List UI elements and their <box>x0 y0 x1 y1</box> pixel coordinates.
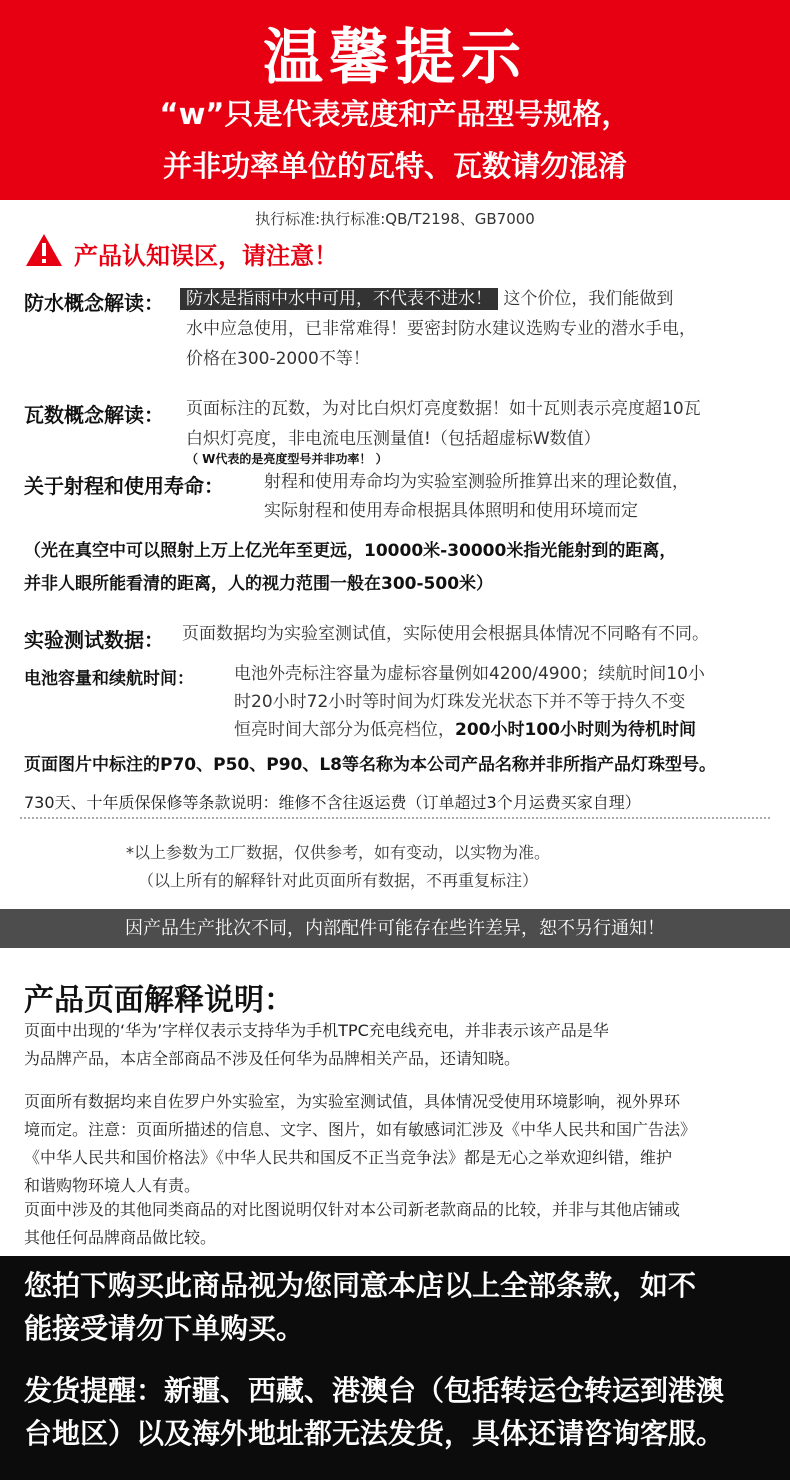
explain-title: 产品页面解释说明： <box>24 983 294 1018</box>
range-line-1: 射程和使用寿命均为实验室测验所推算出来的理论数值， <box>264 472 689 492</box>
waterproof-line-2: 水中应急使用，已非常难得！要密封防水建议选购专业的潜水手电， <box>186 319 696 339</box>
range-label: 关于射程和使用寿命： <box>24 474 224 498</box>
lab-text: 页面数据均为实验室测试值，实际使用会根据具体情况不同略有不同。 <box>182 624 709 644</box>
range-line-2: 实际射程和使用寿命根据具体照明和使用环境而定 <box>264 501 638 521</box>
footer-line-3: 发货提醒：新疆、西藏、港澳台（包括转运仓转运到港澳 <box>24 1374 725 1407</box>
explain-p2-line-4: 和谐购物环境人人有责。 <box>24 1176 201 1195</box>
wattage-line-1: 页面标注的瓦数，为对比白炽灯亮度数据！如十瓦则表示亮度超10瓦 <box>186 399 701 419</box>
battery-line-3-b: 200小时100小时则为待机时间 <box>455 720 696 740</box>
range-bold-1: （光在真空中可以照射上万上亿光年至更远，10000米-30000米指光能射到的距离， <box>24 541 677 561</box>
battery-label: 电池容量和续航时间： <box>24 669 194 689</box>
footer-line-4: 台地区）以及海外地址都无法发货，具体还请咨询客服。 <box>24 1417 725 1450</box>
explain-p2-line-2: 境而定。注意：页面所描述的信息、文字、图片，如有敏感词汇涉及《中华人民共和国广告法》 <box>24 1120 697 1139</box>
footer-line-1: 您拍下购买此商品视为您同意本店以上全部条款，如不 <box>24 1269 697 1302</box>
waterproof-line-1 <box>180 284 673 315</box>
banner-line-1: “w”只是代表亮度和产品型号规格， <box>159 97 631 131</box>
warning-text: 产品认知误区，请注意！ <box>74 242 338 270</box>
warning-triangle-icon <box>24 232 64 268</box>
explain-paragraph-2 <box>24 1088 768 1200</box>
explain-p1-line-1: 页面中出现的‘华为’字样仅表示支持华为手机TPC充电线充电，并非表示该产品是华 <box>24 1021 609 1040</box>
explain-p3-line-1: 页面中涉及的其他同类商品的对比图说明仅针对本公司新老款商品的比较，并非与其他店铺或 <box>24 1200 681 1219</box>
waterproof-label: 防水概念解读： <box>24 291 164 315</box>
waterproof-line-1-rest: 这个价位，我们能做到 <box>503 289 674 309</box>
lab-label: 实验测试数据： <box>24 628 164 652</box>
explain-paragraph-3 <box>24 1196 768 1252</box>
batch-notice-bar: 因产品生产批次不同，内部配件可能存在些许差异，恕不另行通知！ <box>0 909 790 948</box>
battery-line-2: 时20小时72小时等时间为灯珠发光状态下并不等于持久不变 <box>234 692 686 712</box>
explain-paragraph-1 <box>24 1017 768 1073</box>
explain-p2-line-3: 《中华人民共和国价格法》《中华人民共和国反不正当竞争法》都是无心之举欢迎纠错，维护 <box>24 1148 673 1167</box>
banner-title: 温馨提示 <box>263 23 527 93</box>
wattage-note: （ W代表的是亮度型号并非功率！ ） <box>186 452 388 466</box>
waterproof-line-3: 价格在300-2000不等！ <box>186 349 370 369</box>
banner-line-2: 并非功率单位的瓦特、瓦数请勿混淆 <box>162 149 627 183</box>
execution-standard: 执行标准:执行标准:QB/T2198、GB7000 <box>255 210 535 228</box>
factory-note-2: （以上所有的解释针对此页面所有数据，不再重复标注） <box>138 871 539 890</box>
explain-p3-line-2: 其他任何品牌商品做比较。 <box>24 1228 217 1247</box>
dotted-divider <box>20 817 770 819</box>
battery-line-1: 电池外壳标注容量为虚标容量例如4200/4900；续航时间10小 <box>234 664 705 684</box>
factory-note-1: *以上参数为工厂数据，仅供参考，如有变动，以实物为准。 <box>126 843 551 862</box>
range-bold-2: 并非人眼所能看清的距离，人的视力范围一般在300-500米） <box>24 574 494 594</box>
wattage-line-2: 白炽灯亮度，非电流电压测量值!（包括超虚标W数值） <box>186 429 601 449</box>
model-note: 页面图片中标注的P70、P50、P90、L8等名称为本公司产品名称并非所指产品灯珠型号。 <box>24 755 717 775</box>
wattage-label: 瓦数概念解读： <box>24 403 164 427</box>
explain-p1-line-2: 为品牌产品，本店全部商品不涉及任何华为品牌相关产品，还请知晓。 <box>24 1049 521 1068</box>
battery-line-3-a: 恒亮时间大部分为低亮档位， <box>234 720 455 740</box>
footer-line-2: 能接受请勿下单购买。 <box>24 1312 305 1345</box>
waterproof-highlight: 防水是指雨中水中可用，不代表不进水！ <box>180 288 498 310</box>
warranty-note: 730天、十年质保保修等条款说明：维修不含往返运费（订单超过3个月运费买家自理） <box>24 793 641 812</box>
battery-line-3 <box>234 715 696 746</box>
explain-p2-line-1: 页面所有数据均来自佐罗户外实验室，为实验室测试值，具体情况受使用环境影响，视外界环 <box>24 1092 681 1111</box>
